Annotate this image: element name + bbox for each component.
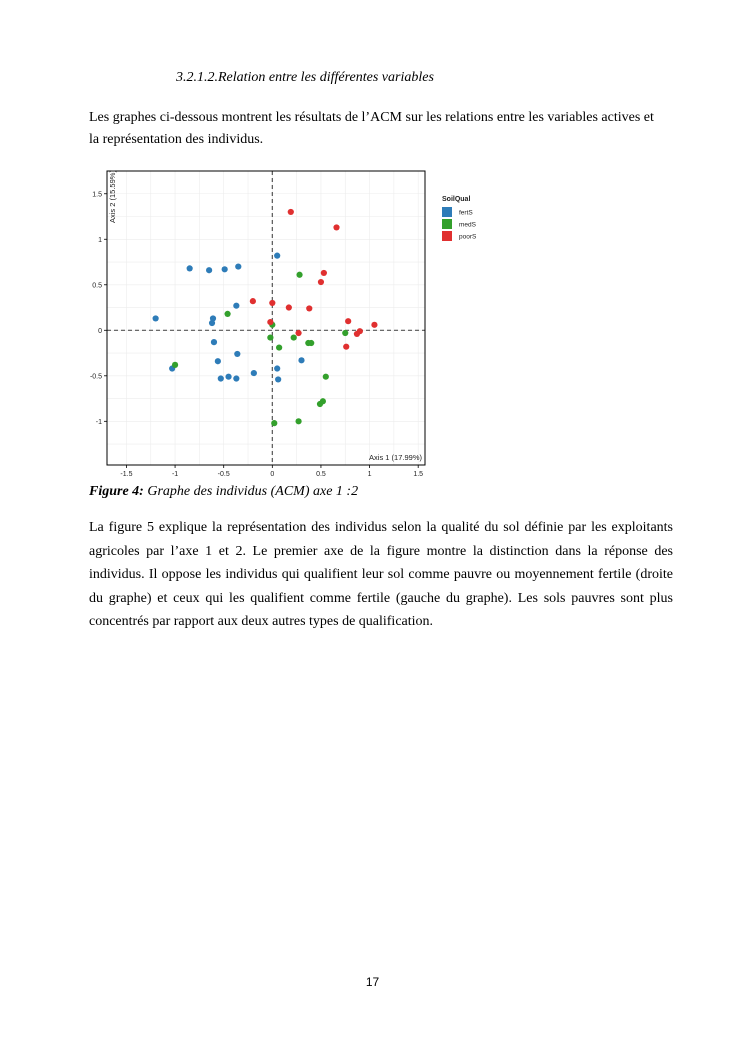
point-fertS xyxy=(210,315,216,321)
point-medS xyxy=(342,330,348,336)
point-fertS xyxy=(187,265,193,271)
point-poorS xyxy=(250,298,256,304)
point-fertS xyxy=(225,374,231,380)
point-poorS xyxy=(269,300,275,306)
x-tick-label: 0 xyxy=(270,471,275,478)
x-tick-label: 1 xyxy=(367,471,372,478)
legend-label-medS: medS xyxy=(459,221,476,229)
point-fertS xyxy=(274,253,280,259)
point-medS xyxy=(308,340,314,346)
body-paragraph: La figure 5 explique la représentation des individus selon la qualité du sol définie par les exploitants agricoles par l’axe 1 et 2. Le premier axe de la figure montre la distinction dans la réponse des individus. Il oppose les individus qui qualifient leur sol comme pauvre ou moyennement fertile (droite du graphe) et ceux qui les qualifient comme fertile (gauche du graphe). Les sols pauvres sont plus concentrés par rapport aux deux autres types de qualification. xyxy=(89,520,673,629)
y-axis-title: Axis 2 (15.59%) xyxy=(108,170,117,223)
chart-points xyxy=(153,209,378,426)
point-fertS xyxy=(211,339,217,345)
x-tick-label: -1.5 xyxy=(120,471,133,478)
point-fertS xyxy=(235,263,241,269)
legend-label-poorS: poorS xyxy=(459,233,477,241)
figure-caption xyxy=(89,484,358,500)
point-poorS xyxy=(295,330,301,336)
point-medS xyxy=(267,334,273,340)
point-poorS xyxy=(333,224,339,230)
point-medS xyxy=(291,334,297,340)
figure-caption-text: Graphe des individus (ACM) axe 1 :2 xyxy=(147,484,359,499)
point-poorS xyxy=(286,304,292,310)
legend-swatch-poorS xyxy=(442,231,452,241)
point-fertS xyxy=(233,303,239,309)
point-poorS xyxy=(345,318,351,324)
point-fertS xyxy=(275,376,281,382)
point-poorS xyxy=(343,344,349,350)
point-poorS xyxy=(354,331,360,337)
legend-swatch-medS xyxy=(442,219,452,229)
point-fertS xyxy=(206,267,212,273)
point-medS xyxy=(276,344,282,350)
point-poorS xyxy=(371,322,377,328)
x-tick-label: 0.5 xyxy=(316,471,326,478)
point-poorS xyxy=(306,305,312,311)
intro-paragraph: Les graphes ci-dessous montrent les résultats de l’ACM sur les relations entre les variables actives et la représentation des individus. xyxy=(89,110,654,147)
point-medS xyxy=(172,362,178,368)
point-medS xyxy=(320,398,326,404)
point-fertS xyxy=(233,375,239,381)
point-fertS xyxy=(298,357,304,363)
x-axis-title: Axis 1 (17.99%) xyxy=(369,453,422,462)
point-medS xyxy=(295,418,301,424)
point-poorS xyxy=(321,270,327,276)
point-fertS xyxy=(153,315,159,321)
y-tick-label: 1 xyxy=(98,236,102,244)
point-fertS xyxy=(251,370,257,376)
y-tick-label: 0 xyxy=(98,327,102,335)
point-poorS xyxy=(267,319,273,325)
point-fertS xyxy=(222,266,228,272)
mca-individuals-chart xyxy=(89,165,496,480)
point-fertS xyxy=(218,375,224,381)
legend-title: SoilQual xyxy=(442,196,471,203)
figure-label: Figure 4: xyxy=(89,484,144,499)
x-tick-label: -1 xyxy=(171,471,179,478)
legend-label-fertS: fertS xyxy=(459,209,473,217)
chart-legend xyxy=(442,196,477,241)
point-medS xyxy=(323,374,329,380)
point-fertS xyxy=(215,358,221,364)
x-tick-label: -0.5 xyxy=(217,471,230,478)
chart-axes xyxy=(90,191,423,478)
y-tick-label: 0.5 xyxy=(92,282,102,290)
page-number: 17 xyxy=(365,975,380,989)
point-fertS xyxy=(274,365,280,371)
point-medS xyxy=(271,420,277,426)
y-tick-label: -0.5 xyxy=(89,373,102,381)
y-tick-label: -1 xyxy=(95,418,102,426)
point-medS xyxy=(296,272,302,278)
legend-swatch-fertS xyxy=(442,207,452,217)
section-heading: 3.2.1.2.Relation entre les différentes variables xyxy=(176,70,434,85)
x-tick-label: 1.5 xyxy=(413,471,424,478)
point-medS xyxy=(224,311,230,317)
point-fertS xyxy=(234,351,240,357)
point-poorS xyxy=(288,209,294,215)
y-tick-label: 1.5 xyxy=(92,191,102,199)
point-poorS xyxy=(318,279,324,285)
